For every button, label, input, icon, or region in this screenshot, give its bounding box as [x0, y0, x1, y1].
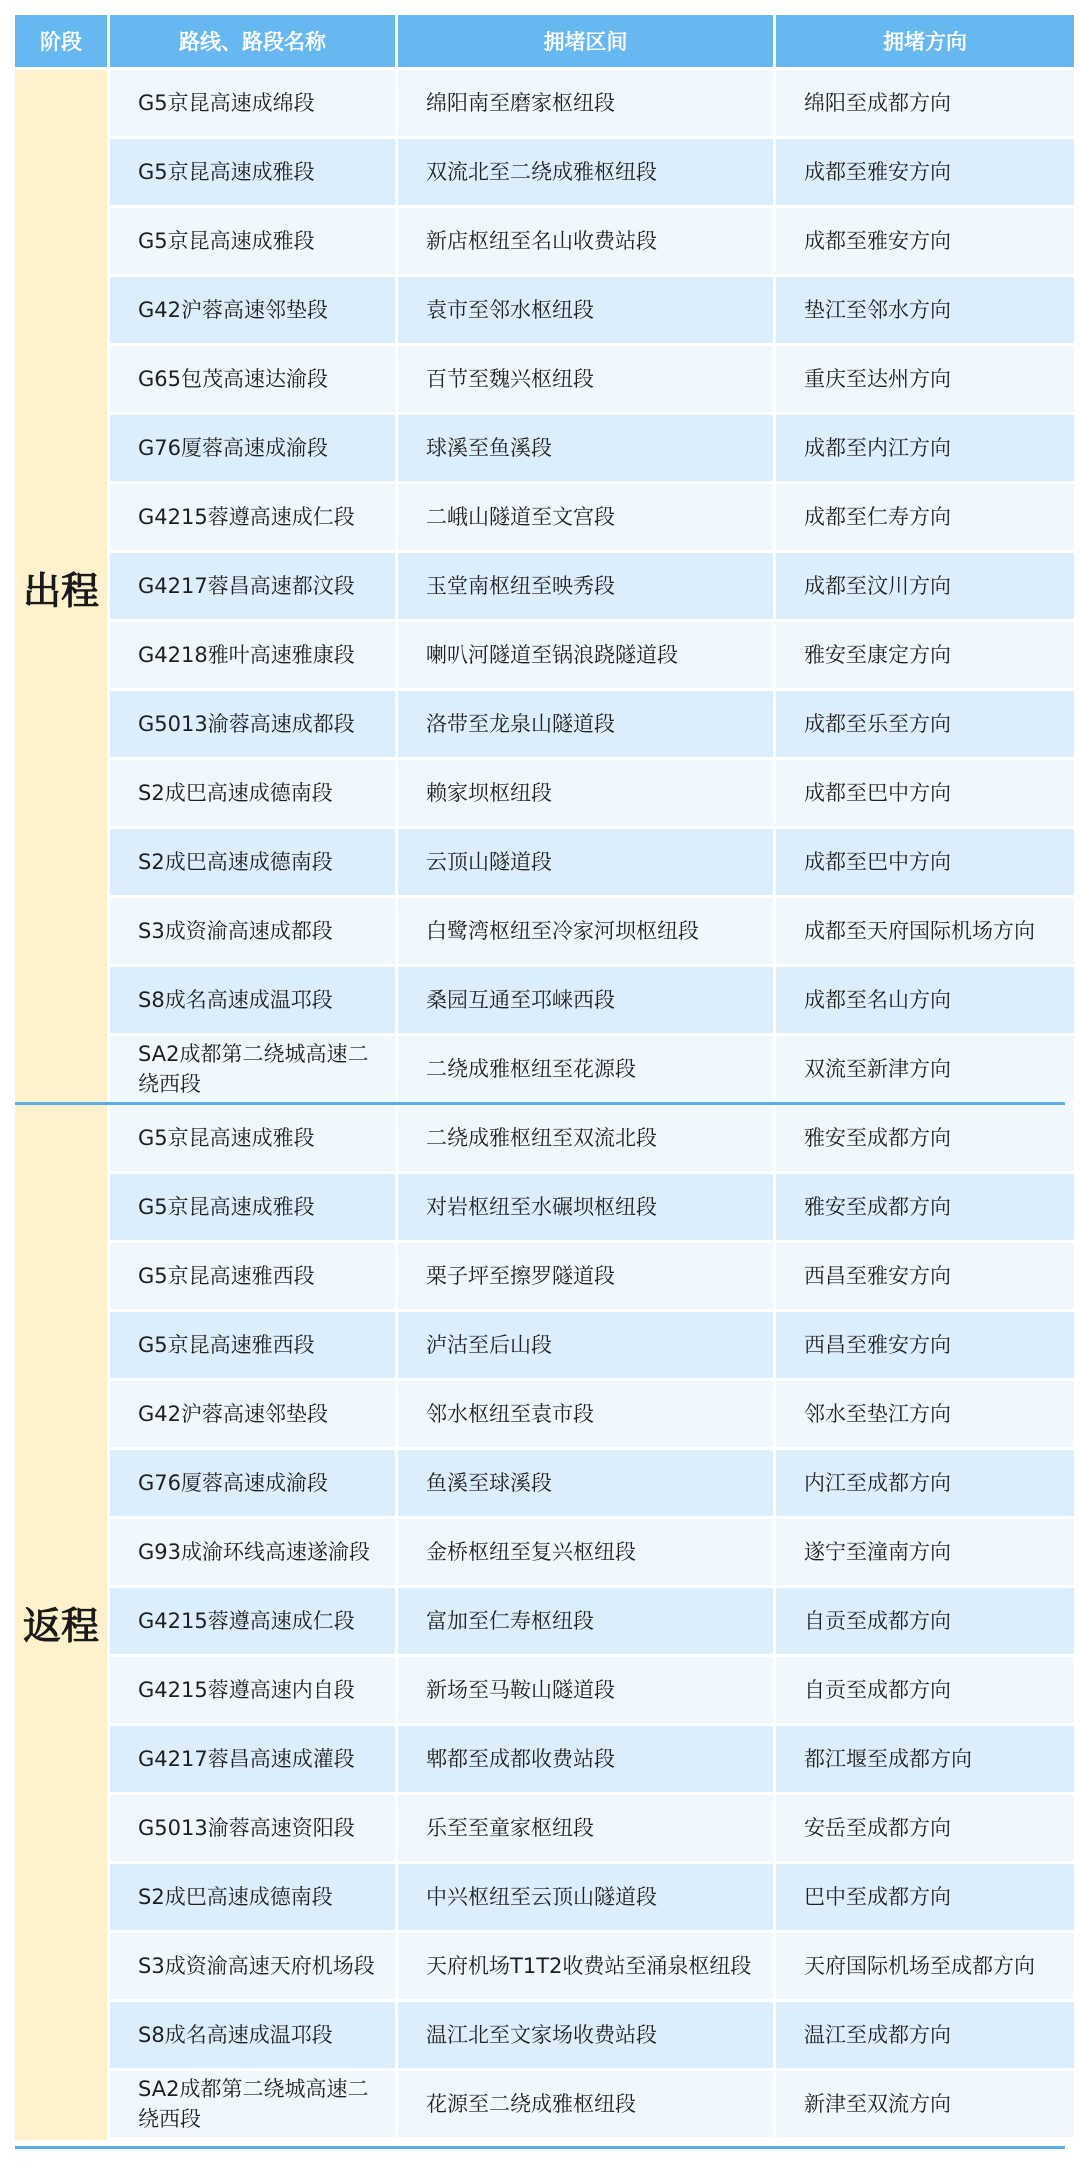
route-cell: SA2成都第二绕城高速二绕西段	[110, 1036, 395, 1105]
section-cell: 花源至二绕成雅枢纽段	[398, 2071, 773, 2140]
route-cell: G5京昆高速成雅段	[110, 208, 395, 277]
route-cell: G4215蓉遵高速成仁段	[110, 484, 395, 553]
header-section: 拥堵区间	[398, 15, 773, 70]
route-cell: G5京昆高速雅西段	[110, 1312, 395, 1381]
direction-cell: 都江堰至成都方向	[776, 1726, 1074, 1795]
section-cell: 云顶山隧道段	[398, 829, 773, 898]
section-cell: 桑园互通至邛崃西段	[398, 967, 773, 1036]
section-cell: 白鹭湾枢纽至冷家河坝枢纽段	[398, 898, 773, 967]
direction-cell: 自贡至成都方向	[776, 1657, 1074, 1726]
route-cell: G5京昆高速成雅段	[110, 139, 395, 208]
route-cell: G76厦蓉高速成渝段	[110, 1450, 395, 1519]
direction-cell: 成都至内江方向	[776, 415, 1074, 484]
section-cell: 赖家坝枢纽段	[398, 760, 773, 829]
route-cell: G76厦蓉高速成渝段	[110, 415, 395, 484]
group-divider	[15, 1102, 1065, 1105]
route-cell: G5京昆高速成绵段	[110, 70, 395, 139]
stage-label: 返程	[15, 1105, 107, 2140]
section-cell: 双流北至二绕成雅枢纽段	[398, 139, 773, 208]
header-direction: 拥堵方向	[776, 15, 1074, 70]
direction-cell: 雅安至成都方向	[776, 1174, 1074, 1243]
direction-cell: 成都至仁寿方向	[776, 484, 1074, 553]
section-cell: 邻水枢纽至袁市段	[398, 1381, 773, 1450]
section-cell: 乐至至童家枢纽段	[398, 1795, 773, 1864]
route-cell: G5013渝蓉高速成都段	[110, 691, 395, 760]
route-cell: G65包茂高速达渝段	[110, 346, 395, 415]
direction-cell: 成都至乐至方向	[776, 691, 1074, 760]
direction-cell: 安岳至成都方向	[776, 1795, 1074, 1864]
direction-cell: 成都至名山方向	[776, 967, 1074, 1036]
section-cell: 郫都至成都收费站段	[398, 1726, 773, 1795]
stage-label: 出程	[15, 70, 107, 1105]
section-cell: 二峨山隧道至文宫段	[398, 484, 773, 553]
header-route: 路线、路段名称	[110, 15, 395, 70]
section-cell: 新场至马鞍山隧道段	[398, 1657, 773, 1726]
direction-cell: 双流至新津方向	[776, 1036, 1074, 1105]
direction-cell: 绵阳至成都方向	[776, 70, 1074, 139]
route-cell: S3成资渝高速天府机场段	[110, 1933, 395, 2002]
direction-cell: 天府国际机场至成都方向	[776, 1933, 1074, 2002]
section-cell: 金桥枢纽至复兴枢纽段	[398, 1519, 773, 1588]
direction-cell: 巴中至成都方向	[776, 1864, 1074, 1933]
direction-cell: 垫江至邻水方向	[776, 277, 1074, 346]
route-cell: G4217蓉昌高速都汶段	[110, 553, 395, 622]
section-cell: 绵阳南至磨家枢纽段	[398, 70, 773, 139]
section-cell: 二绕成雅枢纽至花源段	[398, 1036, 773, 1105]
section-cell: 玉堂南枢纽至映秀段	[398, 553, 773, 622]
route-cell: SA2成都第二绕城高速二绕西段	[110, 2071, 395, 2140]
section-cell: 中兴枢纽至云顶山隧道段	[398, 1864, 773, 1933]
direction-cell: 雅安至成都方向	[776, 1105, 1074, 1174]
route-cell: S3成资渝高速成都段	[110, 898, 395, 967]
route-cell: G5京昆高速成雅段	[110, 1174, 395, 1243]
direction-cell: 成都至雅安方向	[776, 139, 1074, 208]
direction-cell: 成都至汶川方向	[776, 553, 1074, 622]
route-cell: G5京昆高速雅西段	[110, 1243, 395, 1312]
route-cell: G4215蓉遵高速成仁段	[110, 1588, 395, 1657]
section-cell: 新店枢纽至名山收费站段	[398, 208, 773, 277]
section-cell: 对岩枢纽至水碾坝枢纽段	[398, 1174, 773, 1243]
route-cell: S8成名高速成温邛段	[110, 2002, 395, 2071]
direction-cell: 重庆至达州方向	[776, 346, 1074, 415]
section-cell: 鱼溪至球溪段	[398, 1450, 773, 1519]
direction-cell: 新津至双流方向	[776, 2071, 1074, 2140]
route-cell: G4217蓉昌高速成灌段	[110, 1726, 395, 1795]
route-cell: S2成巴高速成德南段	[110, 829, 395, 898]
direction-cell: 温江至成都方向	[776, 2002, 1074, 2071]
direction-cell: 自贡至成都方向	[776, 1588, 1074, 1657]
route-cell: G93成渝环线高速遂渝段	[110, 1519, 395, 1588]
route-cell: S2成巴高速成德南段	[110, 1864, 395, 1933]
section-cell: 温江北至文家场收费站段	[398, 2002, 773, 2071]
direction-cell: 成都至雅安方向	[776, 208, 1074, 277]
section-cell: 二绕成雅枢纽至双流北段	[398, 1105, 773, 1174]
section-cell: 袁市至邻水枢纽段	[398, 277, 773, 346]
header-stage: 阶段	[15, 15, 107, 70]
route-cell: G4215蓉遵高速内自段	[110, 1657, 395, 1726]
bottom-border	[15, 2146, 1065, 2149]
direction-cell: 成都至天府国际机场方向	[776, 898, 1074, 967]
section-cell: 天府机场T1T2收费站至涌泉枢纽段	[398, 1933, 773, 2002]
direction-cell: 西昌至雅安方向	[776, 1243, 1074, 1312]
direction-cell: 成都至巴中方向	[776, 760, 1074, 829]
section-cell: 富加至仁寿枢纽段	[398, 1588, 773, 1657]
direction-cell: 西昌至雅安方向	[776, 1312, 1074, 1381]
section-cell: 洛带至龙泉山隧道段	[398, 691, 773, 760]
direction-cell: 遂宁至潼南方向	[776, 1519, 1074, 1588]
route-cell: G42沪蓉高速邻垫段	[110, 277, 395, 346]
direction-cell: 邻水至垫江方向	[776, 1381, 1074, 1450]
route-cell: S2成巴高速成德南段	[110, 760, 395, 829]
section-cell: 百节至魏兴枢纽段	[398, 346, 773, 415]
route-cell: G42沪蓉高速邻垫段	[110, 1381, 395, 1450]
direction-cell: 雅安至康定方向	[776, 622, 1074, 691]
section-cell: 喇叭河隧道至锅浪跷隧道段	[398, 622, 773, 691]
route-cell: S8成名高速成温邛段	[110, 967, 395, 1036]
section-cell: 栗子坪至擦罗隧道段	[398, 1243, 773, 1312]
route-cell: G5013渝蓉高速资阳段	[110, 1795, 395, 1864]
congestion-table	[15, 15, 1065, 2147]
route-cell: G4218雅叶高速雅康段	[110, 622, 395, 691]
section-cell: 球溪至鱼溪段	[398, 415, 773, 484]
route-cell: G5京昆高速成雅段	[110, 1105, 395, 1174]
direction-cell: 内江至成都方向	[776, 1450, 1074, 1519]
section-cell: 泸沽至后山段	[398, 1312, 773, 1381]
direction-cell: 成都至巴中方向	[776, 829, 1074, 898]
